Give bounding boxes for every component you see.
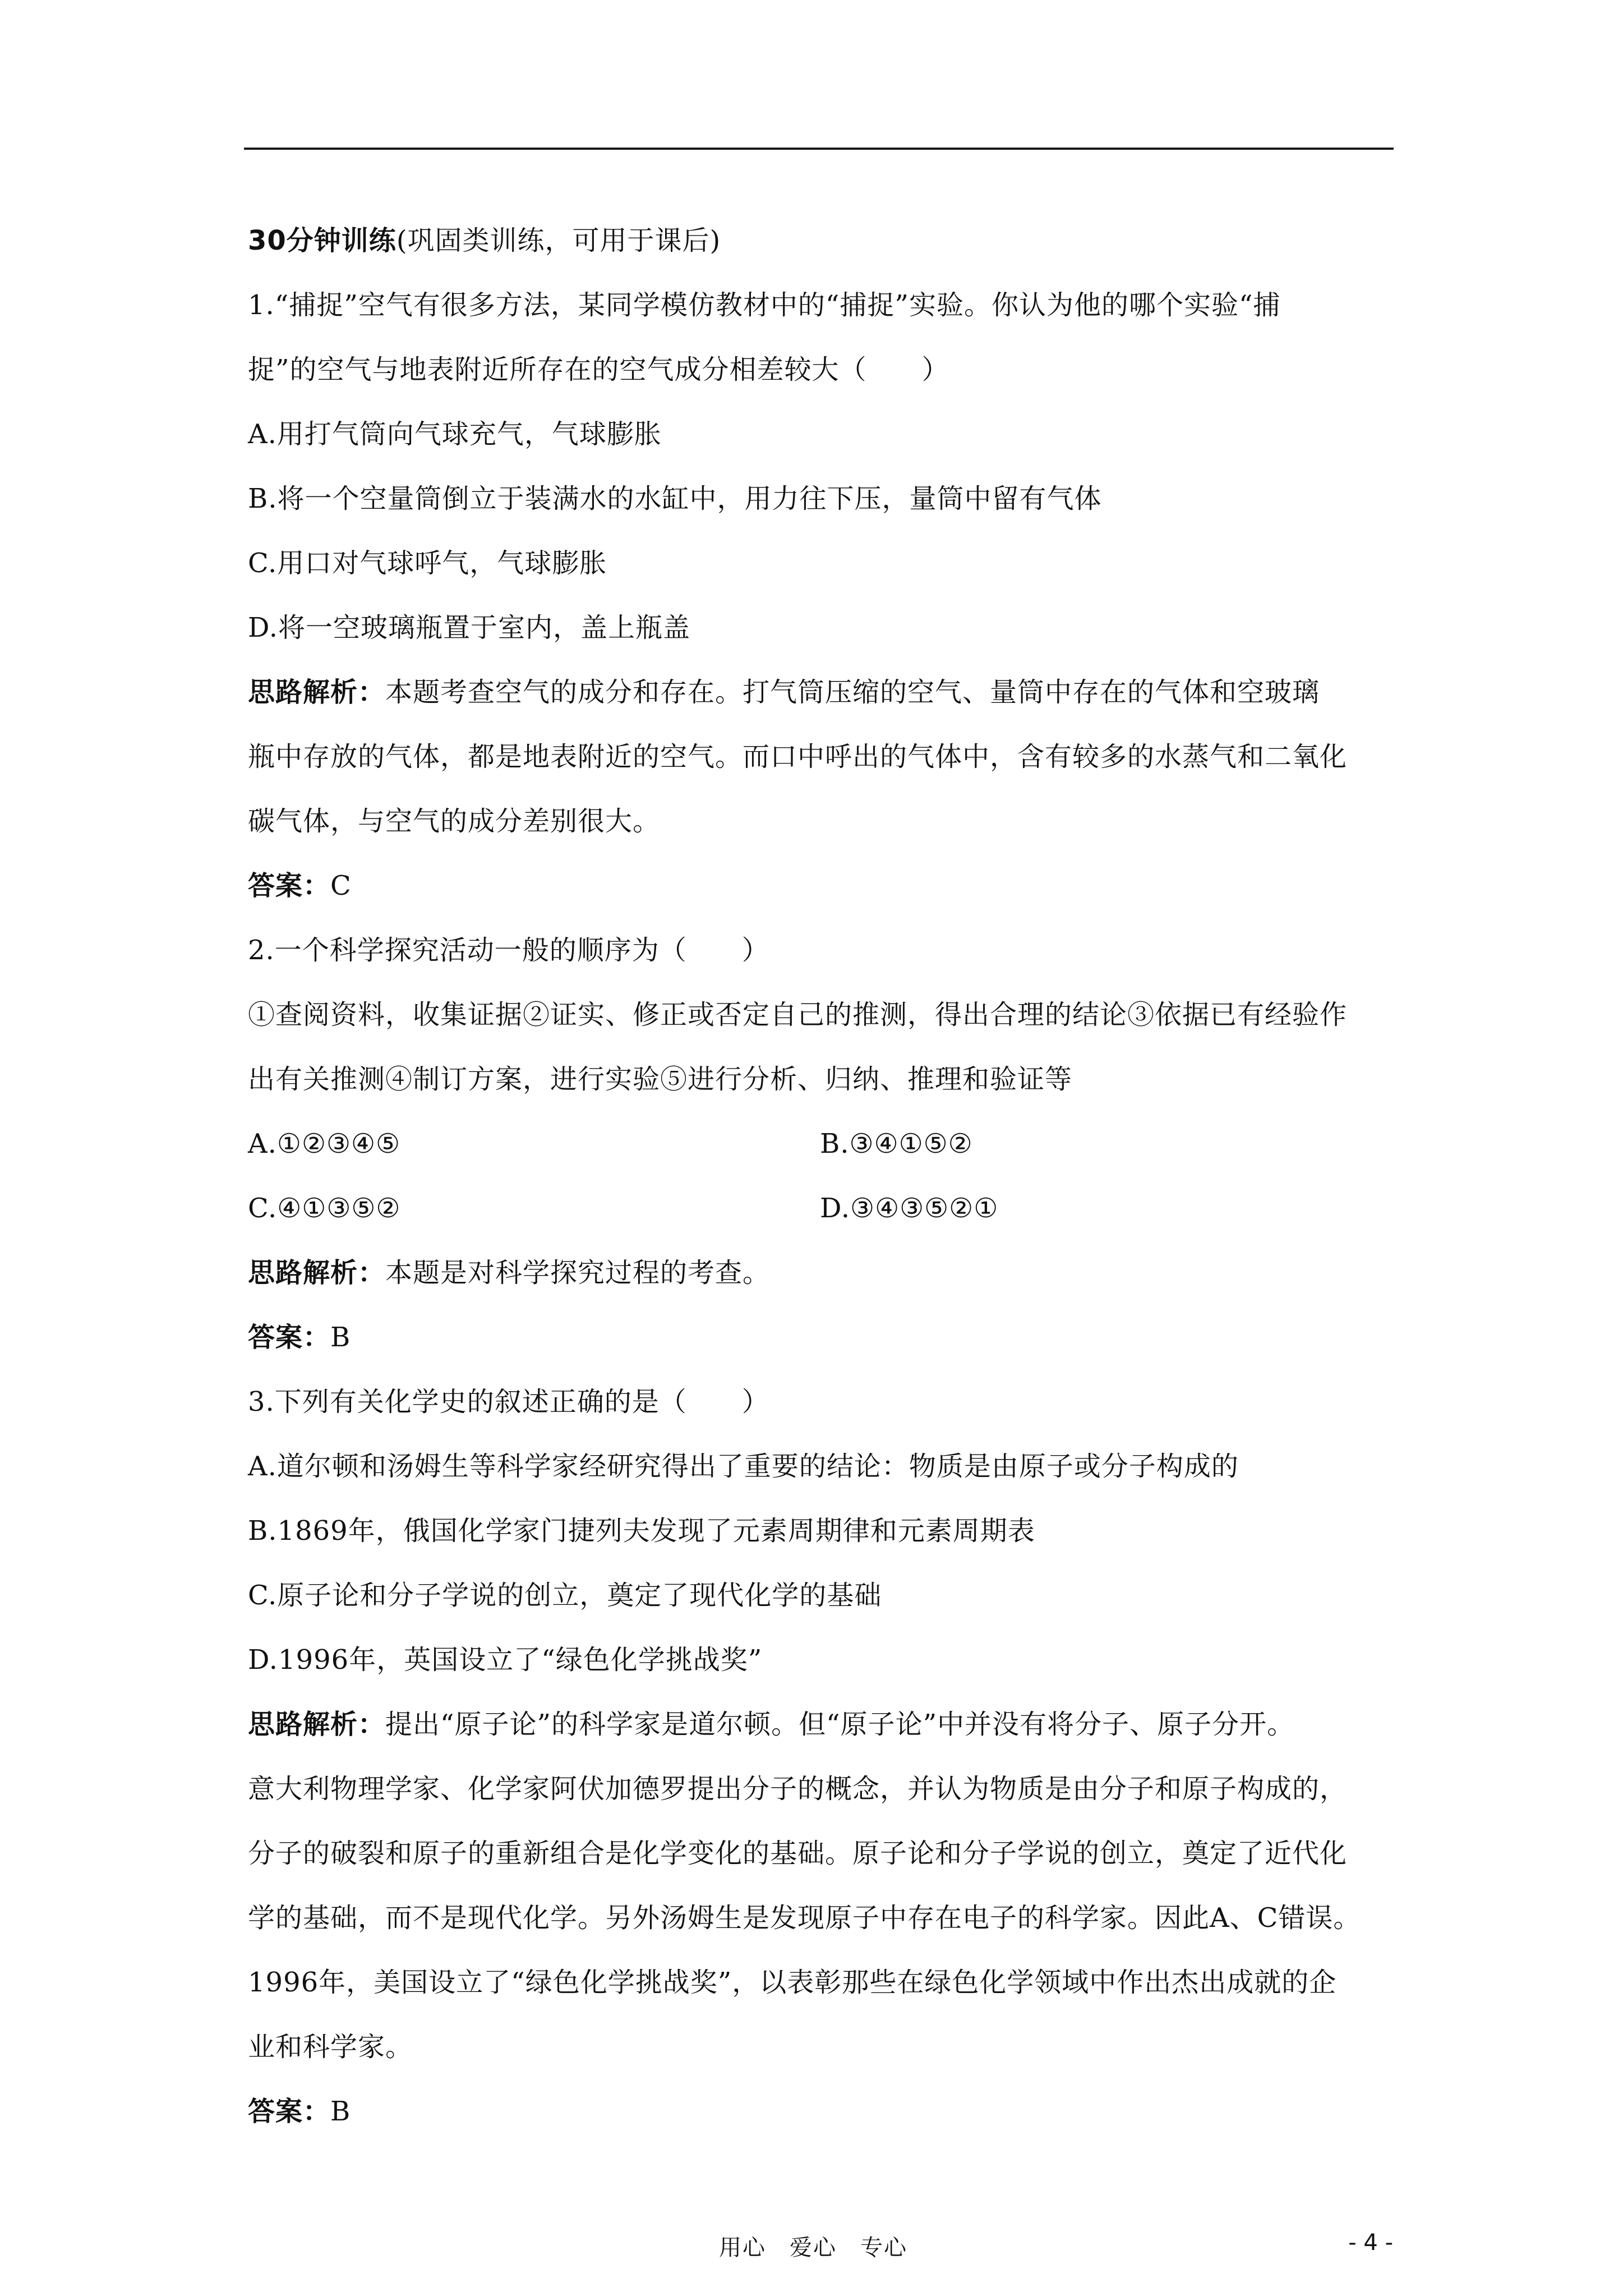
analysis-line: 1996年，美国设立了“绿色化学挑战奖”，以表彰那些在绿色化学领域中作出杰出成就的企: [248, 1967, 1337, 1998]
section-subtitle: (巩固类训练，可用于课后): [396, 225, 721, 256]
analysis-line: 分子的破裂和原子的重新组合是化学变化的基础。原子论和分子学说的创立，奠定了近代化: [248, 1838, 1348, 1869]
question-stem: 3.下列有关化学史的叙述正确的是（ ）: [248, 1386, 769, 1418]
answer-value: B: [330, 2096, 351, 2127]
analysis-line: 学的基础，而不是现代化学。另外汤姆生是发现原子中存在电子的科学家。因此A、C错误。: [248, 1902, 1361, 1934]
analysis-label: 思路解析：: [248, 1257, 386, 1289]
analysis-label: 思路解析：: [248, 677, 386, 708]
option-b: B.将一个空量筒倒立于装满水的水缸中，用力往下压，量筒中留有气体: [248, 483, 1102, 514]
question-3: [248, 1370, 1392, 2144]
question-1: [248, 273, 1392, 918]
section-heading: [248, 209, 1392, 273]
answer-line: [248, 2079, 1392, 2144]
options-row: [248, 1176, 1392, 1241]
analysis-line: 瓶中存放的气体，都是地表附近的空气。而口中呼出的气体中，含有较多的水蒸气和二氧化: [248, 741, 1348, 772]
answer-value: C: [330, 870, 352, 901]
option-c: C.原子论和分子学说的创立，奠定了现代化学的基础: [248, 1580, 882, 1611]
page-number: - 4 -: [1348, 2230, 1393, 2256]
option-a: A.道尔顿和汤姆生等科学家经研究得出了重要的结论：物质是由原子或分子构成的: [248, 1451, 1239, 1482]
analysis-line: [248, 660, 1392, 725]
option-a: A.用打气筒向气球充气，气球膨胀: [248, 418, 662, 450]
option-d: D.③④③⑤②①: [820, 1193, 999, 1224]
analysis-text: 本题是对科学探究过程的考查。: [385, 1257, 771, 1289]
analysis-line: 碳气体，与空气的成分差别很大。: [248, 806, 661, 837]
option-b: B.1869年，俄国化学家门捷列夫发现了元素周期律和元素周期表: [248, 1515, 1035, 1547]
option-a: A.①②③④⑤: [248, 1128, 401, 1159]
steps-line: ①查阅资料，收集证据②证实、修正或否定自己的推测，得出合理的结论③依据已有经验作: [248, 999, 1348, 1030]
question-stem-line: 捉”的空气与地表附近所存在的空气成分相差较大（ ）: [248, 354, 949, 385]
options-row: [248, 1112, 1392, 1176]
answer-value: B: [330, 1322, 351, 1353]
analysis-text: 提出“原子论”的科学家是道尔顿。但“原子论”中并没有将分子、原子分开。: [385, 1709, 1295, 1740]
question-stem-line: 1.“捕捉”空气有很多方法，某同学模仿教材中的“捕捉”实验。你认为他的哪个实验“捕: [248, 289, 1281, 321]
footer-motto: 用心 爱心 专心: [719, 2235, 907, 2261]
section-title: 30分钟训练: [248, 225, 396, 256]
question-stem: 2.一个科学探究活动一般的顺序为（ ）: [248, 935, 769, 966]
analysis-line: 意大利物理学家、化学家阿伏加德罗提出分子的概念，并认为物质是由分子和原子构成的，: [248, 1773, 1348, 1805]
answer-label: 答案：: [248, 1322, 331, 1353]
question-2: [248, 918, 1392, 1370]
analysis-text: 本题考查空气的成分和存在。打气筒压缩的空气、量筒中存在的气体和空玻璃: [385, 677, 1320, 708]
option-d: D.1996年，英国设立了“绿色化学挑战奖”: [248, 1644, 763, 1676]
option-c: C.④①③⑤②: [248, 1193, 401, 1224]
option-c: C.用口对气球呼气，气球膨胀: [248, 547, 607, 579]
worksheet-body: [248, 209, 1392, 2144]
analysis-line: [248, 1692, 1392, 1757]
option-b: B.③④①⑤②: [820, 1128, 973, 1159]
header-rule: [244, 148, 1394, 150]
answer-line: [248, 1305, 1392, 1370]
analysis-label: 思路解析：: [248, 1709, 386, 1740]
analysis-line: 业和科学家。: [248, 2031, 413, 2063]
steps-line: 出有关推测④制订方案，进行实验⑤进行分析、归纳、推理和验证等: [248, 1064, 1073, 1095]
answer-label: 答案：: [248, 2096, 331, 2127]
option-d: D.将一空玻璃瓶置于室内，盖上瓶盖: [248, 612, 691, 643]
analysis-line: [248, 1241, 1392, 1305]
answer-label: 答案：: [248, 870, 331, 901]
answer-line: [248, 854, 1392, 918]
